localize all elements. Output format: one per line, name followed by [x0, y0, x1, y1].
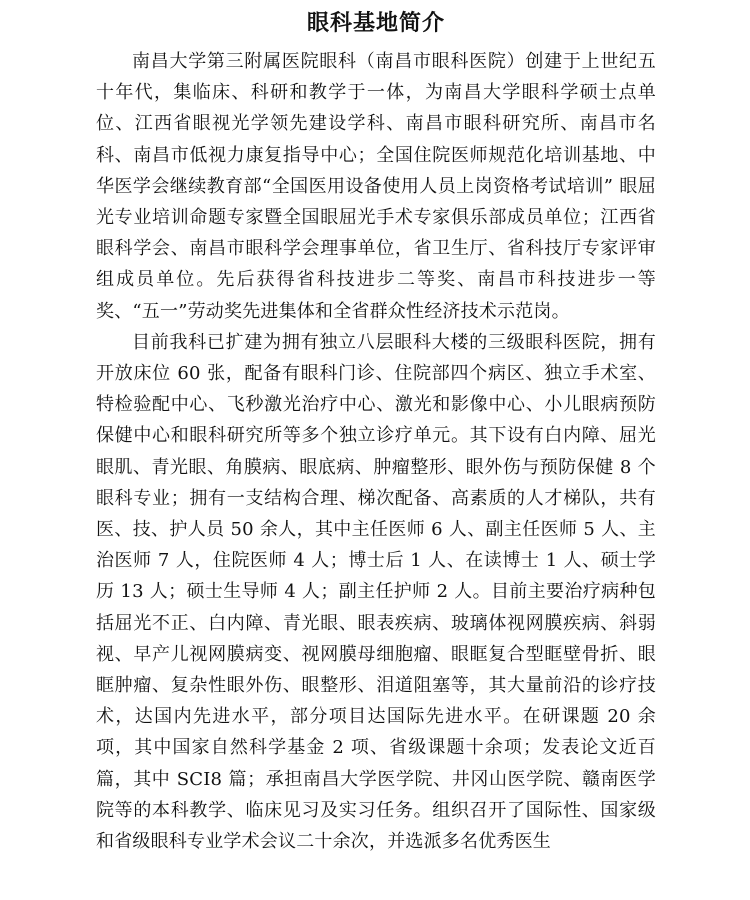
paragraph-introduction: 南昌大学第三附属医院眼科（南昌市眼科医院）创建于上世纪五十年代，集临床、科研和教学于一体，为南昌大学眼科学硕士点单位、江西省眼视光学领先建设学科、南昌市眼科研究所、南昌市名科、南昌市低视力康复指导中心；全国住院医师规范化培训基地、中华医学会继续教育部“全国医用设备使用人员上岗资格考试培训” 眼屈光专业培训命题专家暨全国眼屈光手术专家俱乐部成员单位；江西省眼科学会、南昌市眼科学会理事单位，省卫生厅、省科技厅专家评审组成员单位。先后获得省科技进步二等奖、南昌市科技进步一等奖、“五一”劳动奖先进集体和全省群众性经济技术示范岗。	[96, 51, 656, 322]
document-title: 眼科基地简介	[306, 11, 445, 36]
paragraph-current-status: 目前我科已扩建为拥有独立八层眼科大楼的三级眼科医院，拥有开放床位 60 张，配备有眼科门诊、住院部四个病区、独立手术室、特检验配中心、飞秒激光治疗中心、激光和影像中心、小儿眼病预防保健中心和眼科研究所等多个独立诊疗单元。其下设有白内障、屈光眼肌、青光眼、角膜病、眼底病、肿瘤整形、眼外伤与预防保健 8 个眼科专业；拥有一支结构合理、梯次配备、高素质的人才梯队，共有医、技、护人员 50 余人，其中主任医师 6 人、副主任医师 5 人、主治医师 7 人，住院医师 4 人；博士后 1 人、在读博士 1 人、硕士学历 13 人；硕士生导师 4 人；副主任护师 2 人。目前主要治疗病种包括屈光不正、白内障、青光眼、眼表疾病、玻璃体视网膜疾病、斜弱视、早产儿视网膜病变、视网膜母细胞瘤、眼眶复合型眶壁骨折、眼眶肿瘤、复杂性眼外伤、眼整形、泪道阻塞等，其大量前沿的诊疗技术，达国内先进水平，部分项目达国际先进水平。在研课题 20 余项，其中国家自然科学基金 2 项、省级课题十余项；发表论文近百篇，其中 SCI8 篇；承担南昌大学医学院、井冈山医学院、赣南医学院等的本科教学、临床见习及实习任务。组织召开了国际性、国家级和省级眼科专业学术会议二十余次，并选派多名优秀医生	[96, 331, 656, 853]
